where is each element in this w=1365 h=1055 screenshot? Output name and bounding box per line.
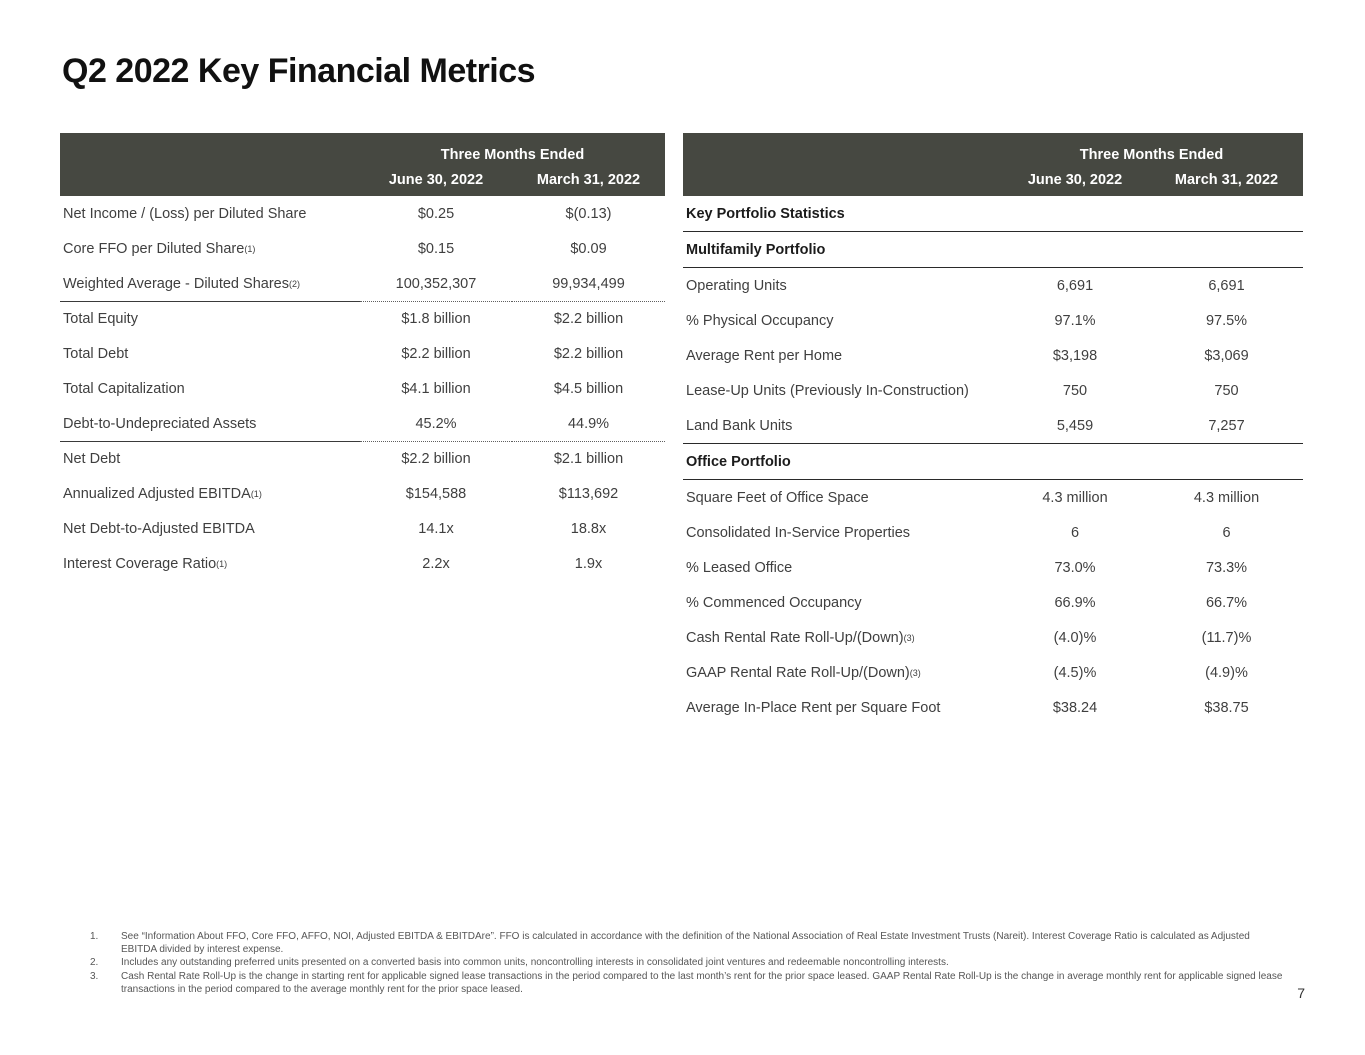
portfolio-statistics-table bbox=[683, 133, 1303, 725]
row-value: 6 bbox=[1222, 524, 1231, 541]
table-row bbox=[60, 511, 665, 546]
section-label: Office Portfolio bbox=[686, 453, 791, 470]
row-value: 97.5% bbox=[1205, 312, 1248, 329]
table-row bbox=[683, 550, 1303, 585]
row-value: 1.9x bbox=[574, 555, 603, 572]
row-value: 45.2% bbox=[360, 406, 512, 442]
row-value: 66.7% bbox=[1205, 594, 1248, 611]
row-label: Average In-Place Rent per Square Foot bbox=[686, 699, 941, 716]
row-label: Land Bank Units bbox=[686, 417, 793, 434]
row-label: Square Feet of Office Space bbox=[686, 489, 869, 506]
column-header-june: June 30, 2022 bbox=[388, 172, 484, 188]
row-value: 44.9% bbox=[512, 406, 665, 442]
footnotes bbox=[90, 930, 1290, 996]
row-value: $2.2 billion bbox=[553, 310, 624, 327]
row-value: $3,069 bbox=[1204, 347, 1249, 364]
row-value: $38.75 bbox=[1204, 699, 1249, 716]
financial-metrics-table bbox=[60, 133, 665, 581]
table-row bbox=[683, 655, 1303, 690]
row-value: (4.0)% bbox=[1053, 629, 1097, 646]
page-number: 7 bbox=[1297, 985, 1305, 1001]
row-value: 6,691 bbox=[1208, 277, 1245, 294]
table-header bbox=[683, 133, 1303, 196]
column-header-march: March 31, 2022 bbox=[536, 172, 641, 188]
row-value: 5,459 bbox=[1056, 417, 1094, 434]
footnote-item bbox=[90, 970, 1290, 996]
row-value: $113,692 bbox=[558, 485, 619, 502]
table-row bbox=[60, 476, 665, 511]
table-row bbox=[60, 231, 665, 266]
footnote-text: Includes any outstanding preferred units presented on a converted basis into common units, noncontrolling interests in consolidated joint ventures and redeemable noncontrolling interests. bbox=[121, 957, 949, 969]
footnote-text: See “Information About FFO, Core FFO, AFFO, NOI, Adjusted EBITDA & EBITDAre”. FFO is calculated in accordance with the definition of the National Association of Real Estate Investment Trusts (Nareit). Interest Coverage Ratio is calculated as Adjusted EBITDA divided by interest expense. bbox=[121, 931, 1250, 956]
footnote-item bbox=[90, 930, 1290, 956]
row-label: Net Income / (Loss) per Diluted Share bbox=[63, 205, 307, 222]
table-row bbox=[60, 266, 665, 301]
row-value: 73.3% bbox=[1205, 559, 1248, 576]
row-value: $2.2 billion bbox=[401, 345, 471, 362]
row-value: 7,257 bbox=[1208, 417, 1245, 434]
period-header: Three Months Ended bbox=[440, 147, 585, 163]
table-row bbox=[60, 406, 665, 441]
row-label: Consolidated In-Service Properties bbox=[686, 524, 911, 541]
table-row bbox=[683, 480, 1303, 515]
row-label: Net Debt bbox=[63, 450, 121, 467]
table-row bbox=[683, 408, 1303, 444]
row-label: Total Capitalization bbox=[63, 380, 185, 397]
row-value: 97.1% bbox=[1054, 312, 1096, 329]
row-label: Lease-Up Units (Previously In-Construction) bbox=[686, 382, 969, 399]
row-value: $(0.13) bbox=[565, 205, 612, 222]
row-value: 99,934,499 bbox=[512, 266, 665, 302]
row-value: 750 bbox=[1062, 382, 1088, 399]
row-value: 4.3 million bbox=[1193, 489, 1260, 506]
row-value: 66.9% bbox=[1054, 594, 1096, 611]
row-label: % Commenced Occupancy bbox=[686, 594, 862, 611]
row-value: $2.1 billion bbox=[553, 450, 624, 467]
row-label: Average Rent per Home bbox=[686, 347, 843, 364]
row-value: $38.24 bbox=[1052, 699, 1098, 716]
table-row bbox=[683, 515, 1303, 550]
row-value: $0.09 bbox=[570, 240, 607, 257]
period-header: Three Months Ended bbox=[1079, 147, 1224, 163]
row-value: (4.5)% bbox=[1053, 664, 1097, 681]
row-value: $0.25 bbox=[417, 205, 455, 222]
table-row bbox=[683, 690, 1303, 725]
column-header-march: March 31, 2022 bbox=[1174, 172, 1279, 188]
table-row bbox=[60, 441, 665, 476]
row-value: 73.0% bbox=[1054, 559, 1096, 576]
row-label: Core FFO per Diluted Share (1) bbox=[63, 240, 256, 257]
section-label: Key Portfolio Statistics bbox=[686, 205, 845, 222]
row-label: % Leased Office bbox=[686, 559, 793, 576]
row-value: $2.2 billion bbox=[553, 345, 624, 362]
table-row bbox=[60, 301, 665, 336]
row-value: $3,198 bbox=[1052, 347, 1098, 364]
table-row bbox=[60, 371, 665, 406]
section-header-row bbox=[683, 232, 1303, 268]
table-row bbox=[60, 336, 665, 371]
row-value: 18.8x bbox=[570, 520, 607, 537]
row-value: $0.15 bbox=[417, 240, 455, 257]
row-value: 6 bbox=[1070, 524, 1080, 541]
table-row bbox=[60, 196, 665, 231]
row-label: Debt-to-Undepreciated Assets bbox=[60, 406, 360, 442]
row-label: % Physical Occupancy bbox=[686, 312, 834, 329]
section-header-row bbox=[683, 196, 1303, 232]
row-value: (4.9)% bbox=[1205, 664, 1248, 681]
row-value: $4.5 billion bbox=[553, 380, 624, 397]
row-label: Cash Rental Rate Roll-Up/(Down) (3) bbox=[686, 629, 915, 646]
column-header-june: June 30, 2022 bbox=[1027, 172, 1123, 188]
table-row bbox=[683, 338, 1303, 373]
table-row bbox=[60, 546, 665, 581]
footnote-number: 1. bbox=[90, 931, 99, 942]
row-value: $1.8 billion bbox=[401, 310, 471, 327]
row-label: Total Debt bbox=[63, 345, 129, 362]
row-label: GAAP Rental Rate Roll-Up/(Down) (3) bbox=[686, 664, 921, 681]
footnote-number: 2. bbox=[90, 957, 99, 969]
row-value: 750 bbox=[1214, 382, 1239, 399]
row-value: $154,588 bbox=[405, 485, 467, 502]
row-label: Operating Units bbox=[686, 277, 787, 294]
row-value: 2.2x bbox=[422, 555, 450, 572]
row-label: Weighted Average - Diluted Shares (2) bbox=[60, 266, 360, 302]
table-row bbox=[683, 303, 1303, 338]
row-value: (11.7)% bbox=[1201, 629, 1252, 646]
table-row bbox=[683, 268, 1303, 303]
row-label: Annualized Adjusted EBITDA (1) bbox=[63, 485, 262, 502]
footnote-text: Cash Rental Rate Roll-Up is the change in starting rent for applicable signed lease transactions in the period compared to the last month’s rent for the prior space leased. GAAP Rental Rate Roll-Up is the change in average monthly rent for applicable signed lease transactions in the period compared to the average monthly rent for the prior space leased. bbox=[121, 970, 1283, 995]
row-value: $4.1 billion bbox=[401, 380, 471, 397]
row-value: 4.3 million bbox=[1042, 489, 1108, 506]
table-row bbox=[683, 373, 1303, 408]
row-label: Net Debt-to-Adjusted EBITDA bbox=[63, 520, 255, 537]
section-label: Multifamily Portfolio bbox=[686, 241, 826, 258]
page-title: Q2 2022 Key Financial Metrics bbox=[62, 52, 536, 90]
footnote-number: 3. bbox=[90, 970, 99, 982]
row-value: 100,352,307 bbox=[360, 266, 512, 302]
row-value: $2.2 billion bbox=[401, 450, 471, 467]
table-row bbox=[683, 620, 1303, 655]
table-row bbox=[683, 585, 1303, 620]
section-header-row bbox=[683, 444, 1303, 480]
footnote-item bbox=[90, 956, 1290, 969]
table-header bbox=[60, 133, 665, 196]
row-value: 14.1x bbox=[418, 520, 454, 537]
row-label: Total Equity bbox=[63, 310, 138, 327]
table-body bbox=[60, 196, 665, 581]
row-label: Interest Coverage Ratio (1) bbox=[63, 555, 228, 572]
table-body bbox=[683, 196, 1303, 725]
row-value: 6,691 bbox=[1056, 277, 1094, 294]
